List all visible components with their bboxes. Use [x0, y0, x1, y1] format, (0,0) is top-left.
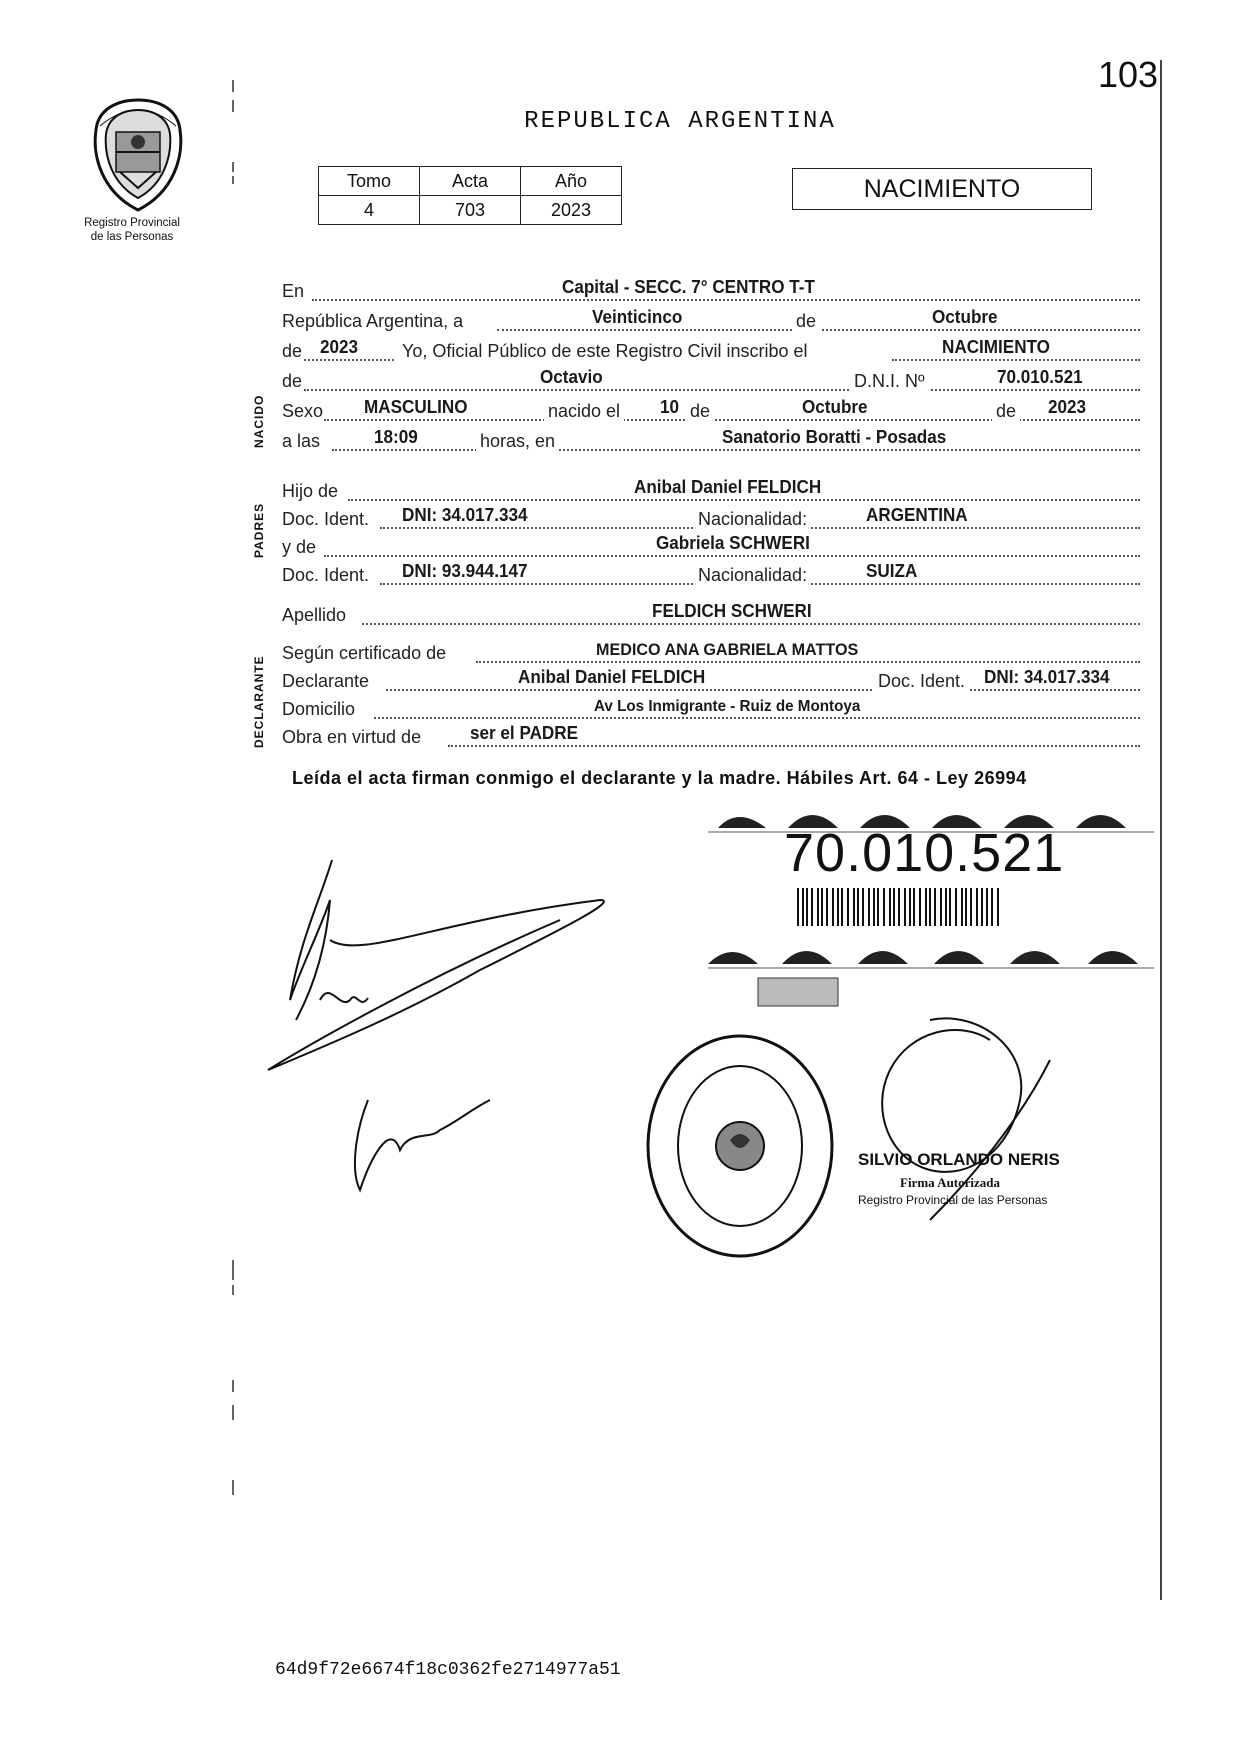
security-sticker: [708, 788, 1154, 1008]
father-value: Anibal Daniel FELDICH: [634, 477, 822, 497]
dni-value: 70.010.521: [997, 367, 1083, 387]
mother-nationality-value: SUIZA: [866, 561, 918, 581]
official-name: SILVIO ORLANDO NERIS: [858, 1150, 1060, 1169]
seal-caption: Registro Provincial de las Personas: [84, 217, 180, 243]
ano-header: Año: [521, 167, 622, 196]
binding-marks: [225, 80, 245, 1530]
name-value: Octavio: [540, 367, 603, 387]
acta-value: 703: [420, 196, 521, 225]
tomo-header: Tomo: [319, 167, 420, 196]
side-label-born: NACIDO: [252, 394, 266, 448]
row-name: de Octavio D.N.I. Nº 70.010.521: [282, 370, 1140, 396]
official-role: Firma Autorizada: [900, 1175, 1001, 1190]
row-address: Domicilio Av Los Inmigrante - Ruiz de Montoya: [282, 698, 1140, 724]
mother-value: Gabriela SCHWERI: [656, 533, 810, 553]
row-certificate: Según certificado de MEDICO ANA GABRIELA MATTOS: [282, 642, 1140, 668]
document-title: REPUBLICA ARGENTINA: [524, 108, 836, 135]
place-value: Capital - SECC. 7° CENTRO T-T: [562, 277, 815, 297]
record-type-box: NACIMIENTO: [792, 168, 1092, 210]
signature-declarant: [260, 860, 640, 1210]
row-time: a las 18:09 horas, en Sanatorio Boratti - Posadas: [282, 430, 1140, 456]
row-surname: Apellido FELDICH SCHWERI: [282, 604, 1140, 630]
document-hash: 64d9f72e6674f18c0362fe2714977a51: [275, 1660, 621, 1680]
row-declarant: Declarante Anibal Daniel FELDICH Doc. Ident. DNI: 34.017.334: [282, 670, 1140, 696]
registry-table: [318, 166, 622, 225]
provincial-seal-icon: [90, 96, 186, 214]
page-number: 103: [1098, 54, 1159, 95]
address-value: Av Los Inmigrante - Ruiz de Montoya: [594, 698, 861, 715]
side-label-parents: PADRES: [252, 502, 266, 558]
declarant-value: Anibal Daniel FELDICH: [518, 667, 706, 687]
row-capacity: Obra en virtud de ser el PADRE: [282, 726, 1140, 752]
father-nationality-value: ARGENTINA: [866, 505, 968, 525]
row-sex: Sexo MASCULINO nacido el 10 de Octubre de 2023: [282, 400, 1140, 426]
side-label-declarant: DECLARANTE: [252, 655, 266, 748]
margin-line: [1160, 60, 1162, 1600]
closing-statement: Leída el acta firman conmigo el declarante y la madre. Hábiles Art. 64 - Ley 26994: [292, 768, 1027, 788]
row-father-doc: Doc. Ident. DNI: 34.017.334 Nacionalidad: ARGENTINA: [282, 508, 1140, 534]
row-act: de 2023 Yo, Oficial Público de este Registro Civil inscribo el NACIMIENTO: [282, 340, 1140, 366]
acta-header: Acta: [420, 167, 521, 196]
row-date: República Argentina, a Veinticinco de Octubre: [282, 310, 1140, 336]
father-doc-value: DNI: 34.017.334: [402, 505, 528, 525]
row-place: En Capital - SECC. 7° CENTRO T-T: [282, 280, 1140, 306]
row-mother-doc: Doc. Ident. DNI: 93.944.147 Nacionalidad: SUIZA: [282, 564, 1140, 590]
certificate-value: MEDICO ANA GABRIELA MATTOS: [596, 640, 859, 659]
act-value: NACIMIENTO: [942, 337, 1050, 357]
year-value: 2023: [320, 337, 359, 357]
birth-day-value: 10: [660, 397, 680, 417]
mother-doc-value: DNI: 93.944.147: [402, 561, 528, 581]
row-father: Hijo de Anibal Daniel FELDICH: [282, 480, 1140, 506]
day-value: Veinticinco: [592, 307, 683, 327]
birth-year-value: 2023: [1048, 397, 1087, 417]
surname-value: FELDICH SCHWERI: [652, 601, 812, 621]
tomo-value: 4: [319, 196, 420, 225]
time-value: 18:09: [374, 427, 418, 447]
birthplace-value: Sanatorio Boratti - Posadas: [722, 427, 947, 447]
birth-month-value: Octubre: [802, 397, 868, 417]
capacity-value: ser el PADRE: [470, 723, 579, 743]
official-stamp-icon: [640, 1028, 840, 1264]
ano-value: 2023: [521, 196, 622, 225]
official-office: Registro Provincial de las Personas: [858, 1193, 1048, 1207]
row-mother: y de Gabriela SCHWERI: [282, 536, 1140, 562]
month-value: Octubre: [932, 307, 998, 327]
dni-sticker-number: 70.010.521: [784, 823, 1065, 883]
declarant-doc-value: DNI: 34.017.334: [984, 667, 1110, 687]
sex-value: MASCULINO: [364, 397, 468, 417]
